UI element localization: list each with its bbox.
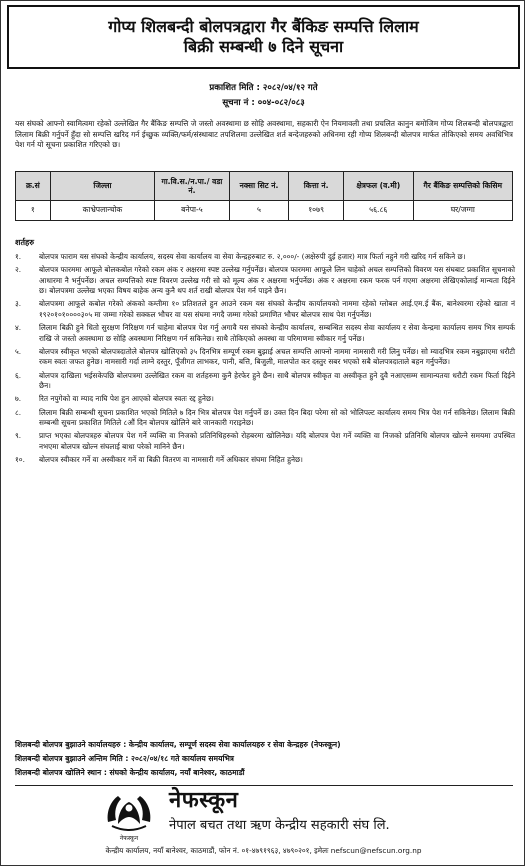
cell-ward: बनेपा-५ <box>155 201 230 221</box>
nefscun-logo <box>104 788 154 842</box>
table-row <box>16 201 513 221</box>
terms-list <box>15 252 515 468</box>
term-number: ४. <box>15 323 22 333</box>
term-text: प्राप्त भएका बोलपत्रहरु बोलपत्र पेश गर्ने व्यक्ति वा निजको प्रतिनिधिहरुको रोहबरमा खोलिनेछ। यदि बोलपत्र पेश गर्ने व्यक्ति वा निजको प्रतिनिधि बोलपत्र खोल्ने समयमा उपस्थित नभएमा बोलपत्र खोल्न संघलाई बाधा परेको मानिने छैन। <box>39 431 515 451</box>
terms-heading: शर्तहरु <box>15 238 35 247</box>
property-table <box>15 171 513 221</box>
submission-deadline: शिलबन्दी बोलपत्र बुझाउने अन्तिम मिति : २०८२/०४/१८ गते कार्यालय समयभित्र <box>15 754 234 763</box>
term-text: बोलपत्र फाराम यस संघको केन्द्रीय कार्यालय, सदस्य सेवा कार्यालय वा सेवा केन्द्रहरुबाट रु. २,०००/- (अक्षेरुपी दुई हजार) मात्र फिर्ता नहुने गरी खरिद गर्न सकिने छ। <box>39 252 466 261</box>
term-number: ६. <box>15 370 22 380</box>
org-name: नेफस्कून <box>169 788 239 813</box>
term-item <box>15 455 515 465</box>
term-text: लिलाम बिक्री हुने धितो सुरक्षण निरिक्षण गर्न चाहेमा बोलपत्र पेश गर्नु अगावै यस संघको केन्द्रीय कार्यालय, सम्बन्धित सदस्य सेवा कार्यालय र सेवा केन्द्रमा कार्यालय समय भित्र सम्पर्क राखि जे जस्तो अवस्थामा छ सोहि अवस्थामा निरिक्षण गर्न सकिनेछ। साथै तोकिएको अवस्था वा परिमाणमा स्वीकार गर्नु पर्नेछ। <box>39 323 515 343</box>
footer-contact: केन्द्रीय कार्यालय, नयाँ बानेश्वर, काठमाडौं, फोन नं. ०१-४७९१९६३, ४७९०२०१, इमेलः nefscun@nefscun.org.np <box>105 846 422 855</box>
term-text: बोलपत्रमा आफूले कबोल गरेको अंकको कम्तीमा १० प्रतिशतले हुन आउने रकम यस संघको केन्द्रीय कार्यालयको नाममा रहेको ग्लोबल आई.एम.ई बैंक, बानेश्वरमा रहेको खाता नं १९२०१०१००००३०५ मा जम्मा गरेको सक्कल भौचर वा यस संघमा नगदै जम्मा गरेको प्रमाणित भौचर बोलपत्र साथ पेश गर्नुपर्नेछ। <box>39 299 515 319</box>
term-number: ३. <box>15 299 22 309</box>
term-number: २. <box>15 265 22 275</box>
cell-area: ५६.८६ <box>343 201 413 221</box>
opening-location: शिलबन्दी बोलपत्र खोलिने स्थान : संघको केन्द्रीय कार्यालय, नयाँ बानेश्वर, काठमाडौं <box>15 768 245 777</box>
hands-logo-icon <box>104 788 154 842</box>
cell-plot: १०७९ <box>289 201 344 221</box>
col-header-plot: कित्ता नं. <box>289 172 344 201</box>
cell-sn: १ <box>16 201 51 221</box>
cell-map-sheet: ५ <box>229 201 289 221</box>
term-number: ८. <box>15 407 22 417</box>
col-header-ward: गा.वि.स./न.पा./ वडा नं. <box>155 172 230 201</box>
term-text: बोलपत्र स्वीकार गर्ने वा अस्वीकार गर्ने वा बिक्री वितरण वा नामसारी गर्ने अधिकार संघमा निहित हुनेछ। <box>39 455 303 465</box>
logo-caption: नेफस्कून <box>119 835 139 842</box>
term-text: लिलाम बिक्री सम्बन्धी सूचना प्रकाशित भएको मितिले ७ दिन भित्र बोलपत्र पेश गर्नुपर्ने छ। उक्त दिन बिदा परेमा सो को भोलिपल्ट कार्यालय समय भित्र पेश गर्न सकिनेछ। लिलाम बिक्री सम्बन्धी सूचना प्रकाशित मितिले ८औं दिन बोलपत्र खोलिने बारे जानकारी गराइनेछ। <box>39 407 515 428</box>
col-header-area: क्षेत्रफल (व.मी) <box>343 172 413 201</box>
term-item <box>15 408 515 429</box>
term-item <box>15 252 515 262</box>
term-number: ९. <box>15 431 22 441</box>
term-text: बोलपत्र दाखिला भईसकेपछि बोलपत्रमा उल्लेखित रकम वा शर्तहरुमा कुनै हेरफेर हुने छैन। साथै बोलपत्र स्वीकृत वा अस्वीकृत हुने दुवै नआएसम्म सामान्यतया धरौटी रकम फिर्ता दिईने छैन। <box>39 370 515 390</box>
notice-title-line2: बिक्री सम्बन्धी ७ दिने सूचना <box>183 37 344 56</box>
col-header-map-sheet: नक्सा सिट नं. <box>229 172 289 201</box>
notice-title-line1: गोप्य शिलबन्दी बोलपत्रद्वारा गैर बैंकिङ सम्पत्ति लिलाम <box>108 17 419 36</box>
term-text: बोलपत्र स्वीकृत भएको बोलपत्रदातोले बोलपत्र खोलिएको ३५ दिनभित्र सम्पूर्ण रकम बुझाई अचल सम्पत्ति आफ्नो नाममा नामसारी गरी लिनु पर्नेछ। सो म्यादभित्र रकम नबुझाएमा धरौटी रकम स्वतः जफत हुनेछ। नामसारी गर्दा लाग्ने दस्तुर, पूँजीगत लाभकर, पानी, बत्ति, बिजुली, मालपोत कर दस्तुर सबर भएको सबै बोलपत्रदाताले बहन गर्नुपर्नेछ। <box>39 346 515 367</box>
term-item <box>15 323 515 344</box>
term-item <box>15 265 515 296</box>
table-header-row <box>16 172 513 201</box>
term-number: ५. <box>15 346 22 356</box>
term-item <box>15 347 515 368</box>
intro-paragraph: यस संघको आफ्नो स्वामित्वमा रहेको उल्लेखित गैर बैंकिङ सम्पत्ति जे जस्तो अवस्थामा छ सोहि अवस्थामा, सहकारी ऐन नियमावली तथा प्रचलित कानुन बमोजिम गोप्य शिलबन्दी बोलपत्रद्वारा लिलाम बिक्री गर्नुपर्ने हुँदा सो सम्पत्ति खरिद गर्न ईच्छुक व्यक्ति/फर्म/संस्थाबाट तपशिलमा उल्लेखित शर्त बन्देजहरुको अधिनमा रही गोप्य शिलबन्दी बोलपत्र मार्फत तोकिएको समय अवधिभित्र पेश गर्न यो सूचना प्रकाशित गरिएको छ। <box>15 119 513 150</box>
term-text: बोलपत्र फारममा आफूले बोलकबोल गरेको रकम अंक र अक्षरमा स्पष्ट उल्लेख गर्नुपर्नेछ। बोलपत्र फारममा आफूले लिन चाहेको अचल सम्पत्तिको विवरण यस संघबाट प्रकाशित सूचनाको आधारमा नै भर्नुपर्नेछ। अचल सम्पत्तिको स्पष्ट विवरण उल्लेख गरी सो को मूल्य अंक र अक्षरमा भर्नुपर्नेछ। अंक र अक्षरमा रकम फरक पर्न गएमा अक्षरमा लेखिएकोलाई मान्यता दिईने छ। बोलपत्रमा उल्लेख भएका विषय बाहेक अन्य कुनै थप शर्त राखी बोलपत्र पेश गर्न पाइने छैन। <box>39 265 515 296</box>
term-item <box>15 394 515 404</box>
publication-date: प्रकाशित मिति : २०८२/०४/१२ गते <box>209 83 318 93</box>
term-item <box>15 299 515 320</box>
term-text: रित नपुगेको वा म्याद नाघि पेश हुन आएको बोलपत्र स्वतः रद्द हुनेछ। <box>39 394 214 404</box>
cell-asset-type: घर/जग्गा <box>413 201 512 221</box>
term-number: १. <box>15 252 22 261</box>
term-item <box>15 431 515 452</box>
footer-divider <box>15 785 513 786</box>
term-number: ७. <box>15 394 22 404</box>
submission-offices: शिलबन्दी बोलपत्र बुझाउने कार्यालयहरु : केन्द्रीय कार्यालय, सम्पूर्ण सदस्य सेवा कार्यालयहरु र सेवा केन्द्रहरु (नेफस्कून) <box>15 740 341 749</box>
cell-district: काभ्रेपलान्चोक <box>50 201 154 221</box>
term-number: १०. <box>15 455 25 465</box>
col-header-sn: क्र.सं <box>16 172 51 201</box>
col-header-asset-type: गैर बैंकिङ सम्पत्तिको किसिम <box>413 172 512 201</box>
notice-number: सूचना नं : ००४-०८२/०८३ <box>222 98 305 108</box>
term-item <box>15 371 515 392</box>
notice-header <box>7 5 520 69</box>
col-header-district: जिल्ला <box>50 172 154 201</box>
org-subtitle: नेपाल बचत तथा ऋण केन्द्रीय सहकारी संघ लि. <box>169 818 390 833</box>
